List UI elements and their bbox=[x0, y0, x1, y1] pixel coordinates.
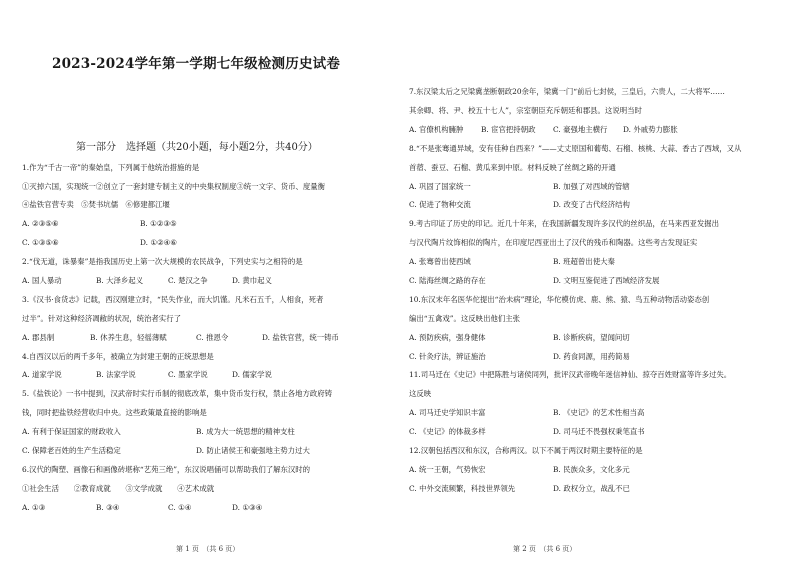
q9-option-d: D. 文明互鉴促进了西域经济发展 bbox=[553, 276, 660, 285]
q12-option-a: A. 统一王朝，气势恢宏 bbox=[409, 465, 486, 474]
q9-option-b: B. 班超曾出使大秦 bbox=[553, 257, 615, 266]
page-right bbox=[397, 0, 794, 561]
q2-option-b: B. 大泽乡起义 bbox=[96, 276, 144, 285]
q1-items-2: ④盐铁官营专卖 ⑤焚书坑儒 ⑥修建都江堰 bbox=[22, 200, 170, 209]
q5-option-b: B. 成为大一统思想的精神支柱 bbox=[196, 427, 295, 436]
q5-option-a: A. 有利于保证国家的财政收入 bbox=[22, 427, 121, 436]
q9-option-a: A. 张骞曾出使西域 bbox=[409, 257, 471, 266]
q11-option-a: A. 司马迁史学知识丰富 bbox=[409, 408, 486, 417]
q3-option-c: C. 推恩令 bbox=[196, 333, 229, 342]
q1-option-b: B. ①②③⑤ bbox=[140, 219, 177, 228]
q1-option-a: A. ②③⑤⑥ bbox=[22, 219, 59, 228]
q2-option-a: A. 国人暴动 bbox=[22, 276, 62, 285]
q12-stem: 12.汉朝包括西汉和东汉，合称两汉。以下不属于两汉时期主要特征的是 bbox=[409, 446, 643, 455]
q3-line-1: 3.《汉书·食货志》记载，西汉刚建立时，“民失作业，而大饥馑。凡米石五千，人相食，死者 bbox=[22, 295, 324, 304]
q3-option-d: D. 盐铁官营，统一铸币 bbox=[262, 333, 339, 342]
q12-option-c: C. 中外交流频繁，科技世界领先 bbox=[409, 484, 516, 493]
q12-option-b: B. 民族众多，文化多元 bbox=[553, 465, 630, 474]
q11-option-c: C. 《史记》的体裁多样 bbox=[409, 427, 486, 436]
page-footer-2: 第 2 页 （共 6 页） bbox=[513, 545, 577, 553]
q7-option-d: D. 外戚势力膨胀 bbox=[623, 125, 678, 134]
q8-option-a: A. 巩固了国家统一 bbox=[409, 182, 471, 191]
q6-option-d: D. ①③④ bbox=[232, 503, 263, 512]
q1-option-d: D. ①②④⑥ bbox=[140, 238, 177, 247]
q5-line-1: 5.《盐铁论》一书中提到，汉武帝时实行币制的彻底改革，集中货币发行权，禁止各地方政府铸 bbox=[22, 389, 333, 398]
q4-stem: 4.自西汉以后的两千多年，被确立为封建王朝的正统思想是 bbox=[22, 352, 214, 361]
q1-option-c: C. ①③⑤⑥ bbox=[22, 238, 59, 247]
q4-option-b: B. 法家学说 bbox=[96, 370, 136, 379]
q11-line-1: 11.司马迁在《史记》中把陈胜与诸侯同列，批评汉武帝晚年迷信神仙、掠夺百姓财富等许多过失。 bbox=[409, 370, 732, 379]
q3-option-b: B. 休养生息，轻徭薄赋 bbox=[90, 333, 167, 342]
section-heading: 第一部分 选择题（共20小题，每小题2分，共40分） bbox=[76, 142, 318, 153]
q8-option-b: B. 加强了对西域的管辖 bbox=[553, 182, 630, 191]
q4-option-a: A. 道家学说 bbox=[22, 370, 62, 379]
q6-option-c: C. ①④ bbox=[168, 503, 192, 512]
q6-line-2: ①社会生活 ②教育成就 ③文学成就 ④艺术成就 bbox=[22, 484, 215, 493]
q3-line-2: 过半”。针对这种经济凋敝的状况，统治者实行了 bbox=[22, 314, 181, 323]
q2-option-d: D. 黄巾起义 bbox=[232, 276, 272, 285]
q8-option-d: D. 改变了古代经济结构 bbox=[553, 200, 630, 209]
q1-stem: 1.作为“千古一帝”的秦始皇，下列属于他统治措施的是 bbox=[22, 163, 200, 172]
q10-option-c: C. 针灸疗法，辨证施治 bbox=[409, 352, 486, 361]
q11-line-2: 这反映 bbox=[409, 389, 432, 398]
q7-line-2: 其余卿、将、尹、校五十七人”，宗室朝臣充斥朝廷和郡县。这说明当时 bbox=[409, 106, 642, 115]
q3-option-a: A. 郡县制 bbox=[22, 333, 55, 342]
q7-option-a: A. 官僚机构臃肿 bbox=[409, 125, 464, 134]
q5-option-c: C. 保障老百姓的生产生活稳定 bbox=[22, 446, 121, 455]
q5-option-d: D. 防止诸侯王和豪强地主势力过大 bbox=[196, 446, 310, 455]
q10-option-b: B. 诊断疾病，望闻问切 bbox=[553, 333, 630, 342]
exam-title: 2023-2024学年第一学期七年级检测历史试卷 bbox=[52, 56, 341, 72]
q6-line-1: 6.汉代的陶塑、画像石和画像砖堪称“艺苑三绝”，东汉说唱俑可以帮助我们了解东汉时的 bbox=[22, 465, 311, 474]
q10-line-2: 编出“五禽戏”。这反映出他们主张 bbox=[409, 314, 521, 323]
q10-line-1: 10.东汉末年名医华佗提出“治未病”理论，华佗模仿虎、鹿、熊、猿、鸟五种动物活动姿态创 bbox=[409, 295, 710, 304]
q10-option-d: D. 药食同源，用药简易 bbox=[553, 352, 630, 361]
q4-option-d: D. 儒家学说 bbox=[232, 370, 272, 379]
q12-option-d: D. 政权分立，战乱不已 bbox=[553, 484, 630, 493]
q8-option-c: C. 促进了物种交流 bbox=[409, 200, 471, 209]
q9-option-c: C. 陆海丝绸之路的存在 bbox=[409, 276, 486, 285]
q10-option-a: A. 预防疾病，强身健体 bbox=[409, 333, 486, 342]
q2-option-c: C. 楚汉之争 bbox=[168, 276, 208, 285]
q11-option-d: D. 司马迁不畏强权秉笔直书 bbox=[553, 427, 645, 436]
q7-line-1: 7.东汉梁太后之兄梁冀垄断朝政20余年，梁冀一门“前后七封侯，三皇后，六贵人，二大将军…… bbox=[409, 87, 725, 96]
q9-line-1: 9.考古印证了历史的印记。近几十年来，在我国新疆发现许多汉代的丝织品，在马来西亚发掘出 bbox=[409, 219, 720, 228]
page-footer-1: 第 1 页 （共 6 页） bbox=[176, 545, 240, 553]
q8-line-1: 8.“不是张骞通异域，安有佳种自西来？”——丈丈原国和葡萄、石榴、核桃、大蒜、香古了西域，又从 bbox=[409, 144, 742, 153]
q8-line-2: 首蓿、蚕豆、石榴、黄瓜来到中原。材料反映了丝绸之路的开通 bbox=[409, 163, 616, 172]
q7-option-c: C. 豪强地主横行 bbox=[553, 125, 608, 134]
q7-option-b: B. 宦官把持朝政 bbox=[481, 125, 536, 134]
q6-option-b: B. ③④ bbox=[96, 503, 120, 512]
q1-items: ①灭掉六国，实现统一②创立了一套封建专制主义的中央集权制度③统一文字、货币、度量衡 bbox=[22, 182, 326, 191]
q2-stem: 2.“伐无道，诛暴秦”是指我国历史上第一次大规模的农民战争，下列史实与之相符的是 bbox=[22, 257, 303, 266]
q6-option-a: A. ①③ bbox=[22, 503, 46, 512]
q9-line-2: 与汉代陶片纹饰相似的陶片，在印度尼西亚出土了汉代的残币和陶器。这些考古发现证实 bbox=[409, 238, 698, 247]
q11-option-b: B. 《史记》的艺术性相当高 bbox=[553, 408, 645, 417]
q5-line-2: 钱，同时把盐铁经营收归中央。这些政策最直接的影响是 bbox=[22, 408, 207, 417]
q4-option-c: C. 墨家学说 bbox=[168, 370, 208, 379]
